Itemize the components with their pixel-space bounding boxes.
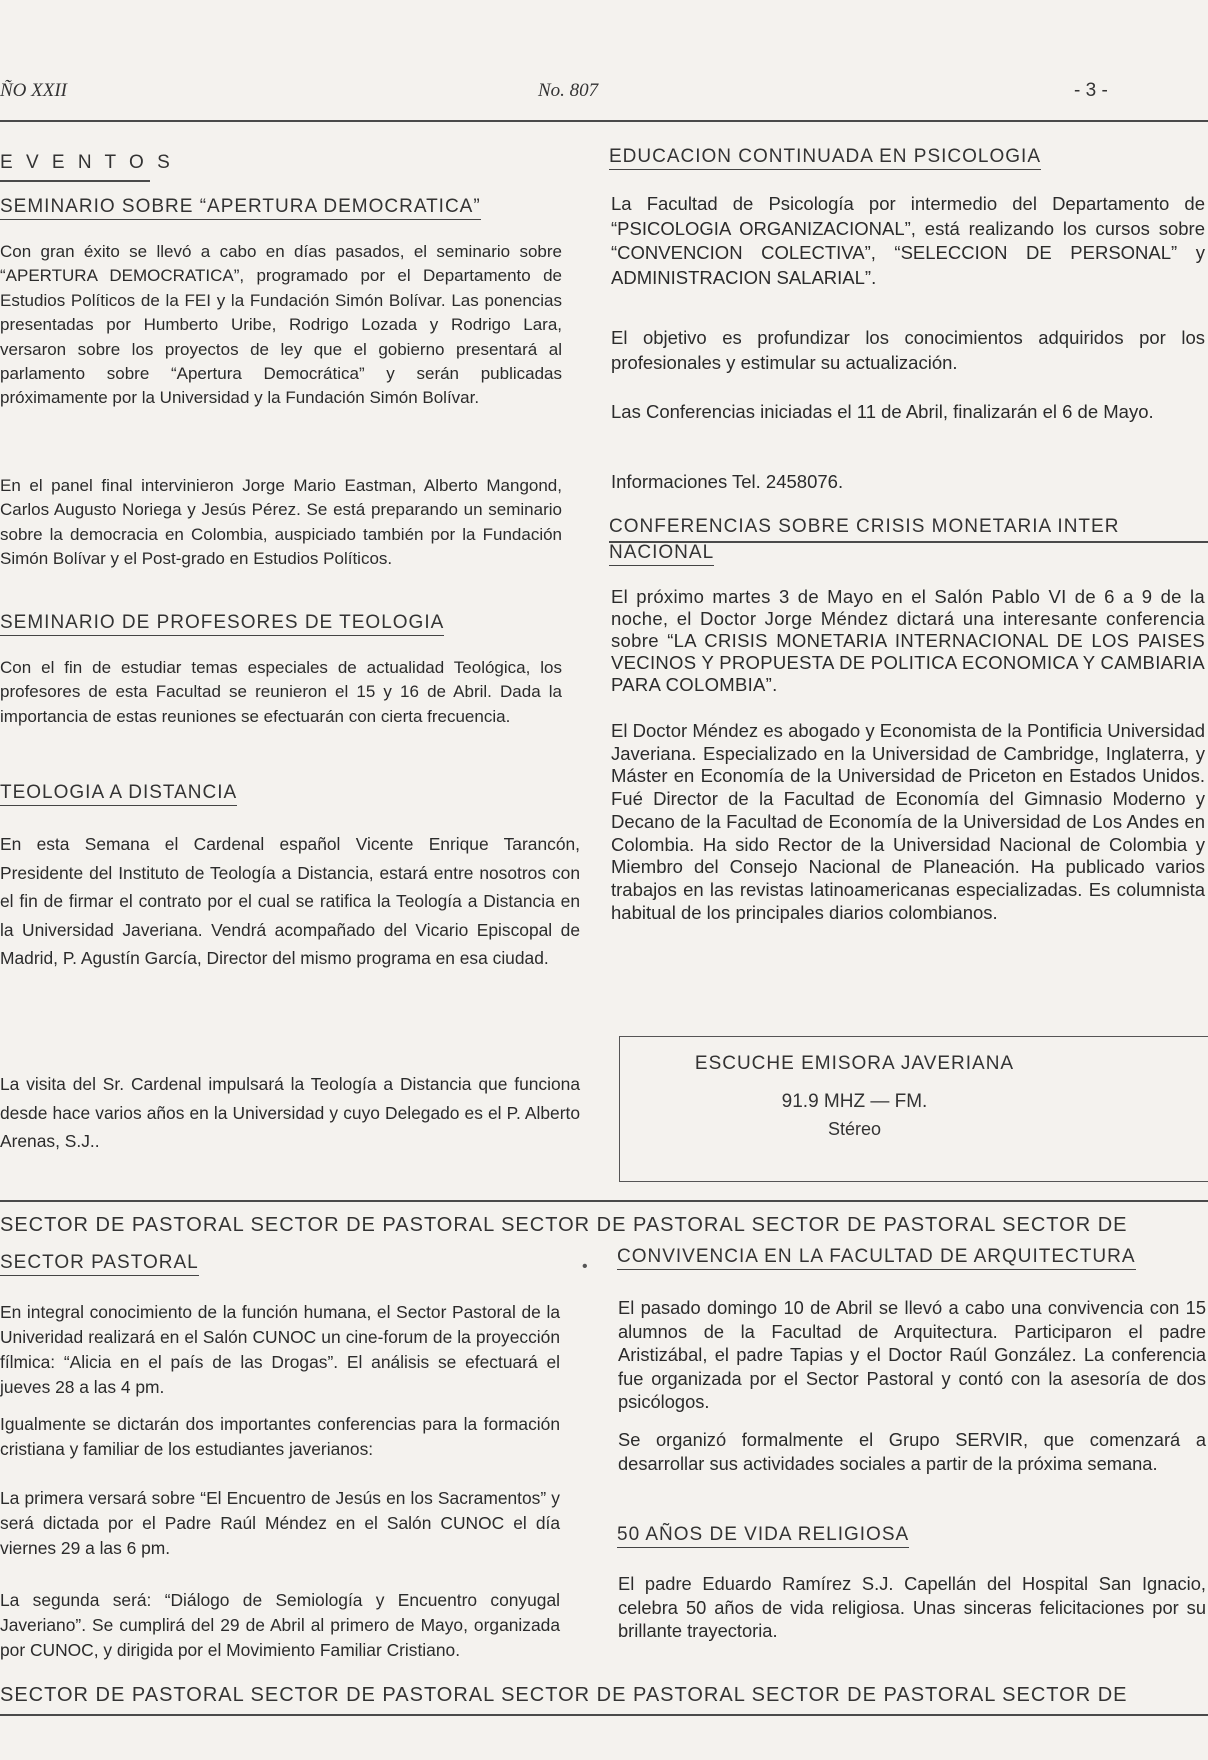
paragraph-doctor-mendez: El Doctor Méndez es abogado y Economista de la Pontificia Universidad Javeriana. Especializado en la Universidad de Cambridge, Inglaterra, y Máster en Economía de la Universidad de Priceton en Estados Unidos. Fué Director de la Facultad de Economía del Gimnasio Moderno y Decano de la Facultad de Economía de la Universidad de Los Andes en Colombia. Ha sido Rector de la Universidad Nacional de Colombia y Miembro del Consejo Nacional de Planeación. Ha publicado varios trabajos en las revistas latinoamericanas especializadas. Es columnista habitual de los principales diarios colombianos. <box>611 720 1205 923</box>
paragraph-seminario-teologia: Con el fin de estudiar temas especiales de actualidad Teológica, los profesores de esta Facultad se reunieron el 15 y 16 de Abril. Dada la importancia de estas reuniones se efectuarán con cierta frecuencia. <box>0 658 562 726</box>
radio-station-name: ESCUCHE EMISORA JAVERIANA <box>694 1053 1015 1074</box>
section-title-eventos: E V E N T O S <box>0 152 174 173</box>
paragraph-conferencias-formacion: Igualmente se dictarán dos importantes conferencias para la formación cristiana y familiar de los estudiantes javerianos: <box>0 1414 560 1459</box>
header-page-number: - 3 - <box>1074 80 1108 101</box>
paragraph-primera-conferencia: La primera versará sobre “El Encuentro de Jesús en los Sacramentos” y será dictada por el Padre Raúl Méndez en el Salón CUNOC el día viernes 29 a las 6 pm. <box>0 1488 560 1558</box>
heading-seminario-teologia: SEMINARIO DE PROFESORES DE TEOLOGIA <box>0 612 444 636</box>
paragraph-visita-cardenal: La visita del Sr. Cardenal impulsará la Teología a Distancia que funciona desde hace varios años en la Universidad y cuyo Delegado es el P. Alberto Arenas, S.J.. <box>0 1074 580 1151</box>
banner-sector-pastoral-bottom: SECTOR DE PASTORAL SECTOR DE PASTORAL SECTOR DE PASTORAL SECTOR DE PASTORAL SECTOR DE <box>0 1684 1128 1706</box>
paragraph-convivencia: El pasado domingo 10 de Abril se llevó a cabo una convivencia con 15 alumnos de la Facultad de Arquitectura. Participaron el padre Aristizábal, el padre Tapias y el Doctor Raúl González. La conferencia fue organizada por el Sector Pastoral y contó con la asesoría de dos psicólogos. <box>618 1297 1206 1412</box>
heading-educacion-continuada: EDUCACION CONTINUADA EN PSICOLOGIA <box>609 146 1041 170</box>
banner-bottom-rule <box>0 1714 1208 1716</box>
paragraph-crisis-monetaria: El próximo martes 3 de Mayo en el Salón Pablo VI de 6 a 9 de la noche, el Doctor Jorge Méndez dictará una interesante conferencia sobre “LA CRISIS MONETARIA INTERNACIONAL DE LOS PAISES VECINOS Y PROPUESTA DE POLITICA ECONOMICA Y CAMBIARIA PARA COLOMBIA”. <box>611 586 1206 695</box>
bullet-dot: • <box>582 1258 588 1275</box>
heading-sector-pastoral: SECTOR PASTORAL <box>0 1252 199 1276</box>
banner-sector-pastoral-top: SECTOR DE PASTORAL SECTOR DE PASTORAL SECTOR DE PASTORAL SECTOR DE PASTORAL SECTOR DE <box>0 1214 1128 1236</box>
radio-stereo: Stéreo <box>827 1119 882 1139</box>
radio-frequency: 91.9 MHZ — FM. <box>781 1091 928 1112</box>
heading-crisis-monetaria-line1: CONFERENCIAS SOBRE CRISIS MONETARIA INTER <box>609 516 1120 537</box>
heading-seminario-apertura: SEMINARIO SOBRE “APERTURA DEMOCRATICA” <box>0 196 481 220</box>
heading-crisis-monetaria-line2: NACIONAL <box>609 542 714 566</box>
heading-teologia-distancia: TEOLOGIA A DISTANCIA <box>0 782 237 806</box>
paragraph-conferencias-fechas: Las Conferencias iniciadas el 11 de Abril, finalizarán el 6 de Mayo. <box>611 401 1154 422</box>
paragraph-panel-final: En el panel final intervinieron Jorge Mario Eastman, Alberto Mangond, Carlos Augusto Noriega y Jesús Pérez. Se está preparando un seminario sobre la democracia en Colombia, auspiciado también por la Fundación Simón Bolívar y el Post-grado en Estudios Políticos. <box>0 476 562 569</box>
section-title-rule <box>0 180 150 182</box>
paragraph-seminario-apertura: Con gran éxito se llevó a cabo en días pasados, el seminario sobre “APERTURA DEMOCRATICA”, programado por el Departamento de Estudios Políticos de la FEI y la Fundación Simón Bolívar. Las ponencias presentadas por Humberto Uribe, Rodrigo Lozada y Rodrigo Lara, versaron sobre los proyectos de ley que el gobierno presentará al parlamento sobre “Apertura Democrática” y serán publicadas próximamente por la Universidad y la Fundación Simón Bolívar. <box>0 242 562 408</box>
paragraph-grupo-servir: Se organizó formalmente el Grupo SERVIR, que comenzará a desarrollar sus actividades sociales a partir de la próxima semana. <box>618 1429 1206 1474</box>
header-volume: ÑO XXII <box>0 80 68 101</box>
radio-announcement-box <box>619 1036 1208 1182</box>
paragraph-objetivo: El objetivo es profundizar los conocimientos adquiridos por los profesionales y estimular su actualización. <box>611 327 1205 373</box>
header-rule <box>0 120 1208 122</box>
banner-top-rule <box>0 1200 1208 1202</box>
header-issue-number: No. 807 <box>538 80 599 101</box>
paragraph-informaciones: Informaciones Tel. 2458076. <box>611 471 844 492</box>
paragraph-psicologia: La Facultad de Psicología por intermedio del Departamento de “PSICOLOGIA ORGANIZACIONAL”, está realizando los cursos sobre “CONVENCION COLECTIVA”, “SELECCION DE PERSONAL” y ADMINISTRACION SALARIAL”. <box>611 193 1205 288</box>
paragraph-cine-forum: En integral conocimiento de la función humana, el Sector Pastoral de la Univeridad realizará en el Salón CUNOC un cine-forum de la proyección fílmica: “Alicia en el país de las Drogas”. El análisis se efectuará el jueves 28 a las 4 pm. <box>0 1302 560 1397</box>
paragraph-teologia-distancia: En esta Semana el Cardenal español Vicente Enrique Tarancón, Presidente del Instituto de Teología a Distancia, estará entre nosotros con el fin de firmar el contrato por el cual se ratifica la Teología a Distancia en la Universidad Javeriana. Vendrá acompañado del Vicario Episcopal de Madrid, P. Agustín García, Director del mismo programa en esa ciudad. <box>0 834 580 968</box>
heading-convivencia-arquitectura: CONVIVENCIA EN LA FACULTAD DE ARQUITECTURA <box>617 1246 1136 1270</box>
paragraph-padre-ramirez: El padre Eduardo Ramírez S.J. Capellán del Hospital San Ignacio, celebra 50 años de vida religiosa. Unas sinceras felicitaciones por su brillante trayectoria. <box>618 1573 1206 1641</box>
paragraph-segunda-conferencia: La segunda será: “Diálogo de Semiología y Encuentro conyugal Javeriano”. Se cumplirá del 29 de Abril al primero de Mayo, organizada por CUNOC, y dirigida por el Movimiento Familiar Cristiano. <box>0 1590 560 1660</box>
heading-50-anos-vida-religiosa: 50 AÑOS DE VIDA RELIGIOSA <box>617 1524 909 1548</box>
